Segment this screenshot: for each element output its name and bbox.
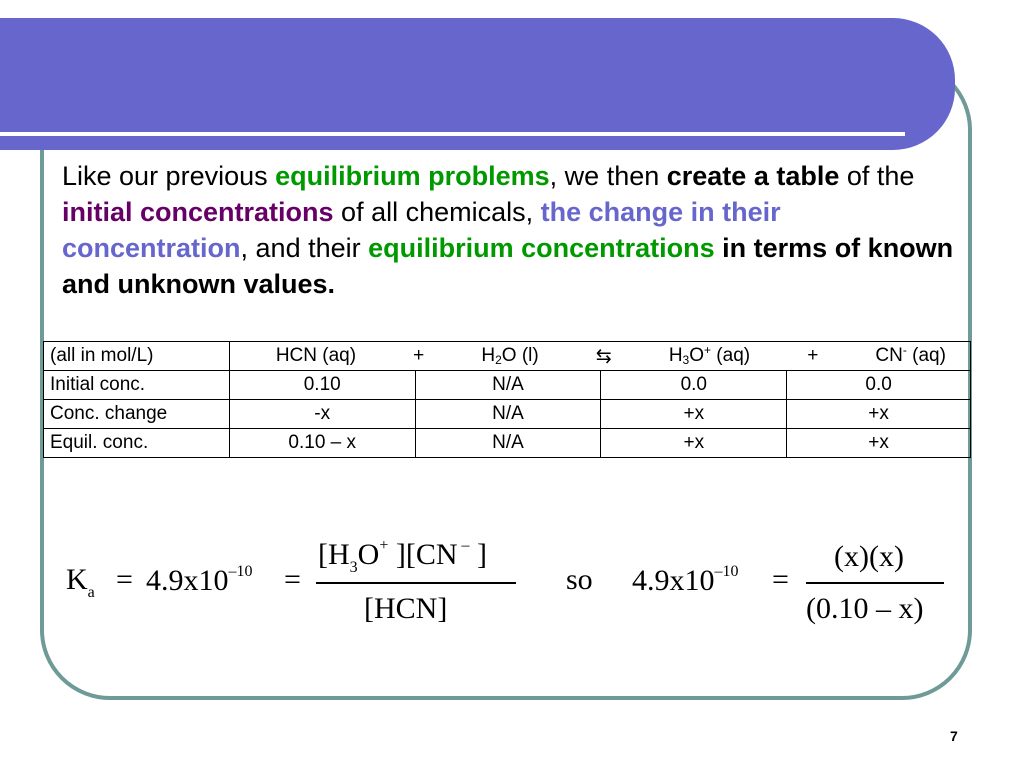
row-label: Conc. change [44,400,230,429]
cell-hcn: 0.10 [229,371,415,400]
cell-cn: 0.0 [787,371,971,400]
cell-h3o: +x [601,400,787,429]
header-reaction [229,342,970,371]
table-row [44,371,971,400]
species-h3o: $H_3O^+$ (aq) [668,343,751,367]
equilibrium-arrow-icon: ⇆ [595,345,612,367]
row-label: Equil. conc. [44,429,230,458]
cell-hcn: -x [229,400,415,429]
highlight-equilibrium-concentrations: equilibrium concentrations [368,233,715,263]
species-hcn: HCN (aq) [275,345,357,366]
highlight-change: the change in their concentration [62,197,781,263]
cell-h3o: +x [601,429,787,458]
ka-denominator: [HCN] [364,592,448,625]
body-paragraph: Like our previous equilibrium problems, we then create a table of the initial concentrations of all chemicals, the change in their concentration, and their equilibrium concentrations in terms of known and unknown values. [62,161,954,299]
equals-sign: = [116,563,133,596]
ka-numerator: [$H_3O^+$ ][CN – ] [318,537,488,576]
table-row [44,400,971,429]
so-word: so [566,563,593,596]
title-rule [0,132,905,136]
table-header-row [44,342,971,371]
row-label: Initial conc. [44,371,230,400]
cell-h2o: N/A [415,429,601,458]
highlight-known-unknown: in terms of known and unknown values. [62,233,954,299]
highlight-initial-concentrations: initial concentrations [62,197,334,227]
plus-sign: + [807,345,819,366]
equals-sign: = [772,563,789,596]
highlight-create-table: create a table [666,161,840,191]
header-units: (all in mol/L) [44,342,230,371]
equals-sign: = [284,563,301,596]
ka-value: $4.9x10^{-10}$ [146,563,253,597]
species-cn: CN- (aq) [875,343,946,366]
title-band [0,18,955,150]
cell-cn: +x [787,400,971,429]
page-number: 7 [950,728,958,744]
cell-h2o: N/A [415,400,601,429]
highlight-equilibrium-problems: equilibrium problems [275,161,550,191]
plus-sign: + [413,345,425,366]
fraction-bar [316,582,516,584]
ice-table [43,341,971,458]
x-denominator: (0.10 – x) [806,592,924,625]
table-row [44,429,971,458]
cell-h3o: 0.0 [601,371,787,400]
cell-cn: +x [787,429,971,458]
cell-hcn: 0.10 – x [229,429,415,458]
fraction-bar [806,582,944,584]
ka-symbol: $K_a$ [66,563,95,601]
cell-h2o: N/A [415,371,601,400]
ka-value: $4.9x10^{-10}$ [632,563,739,597]
species-h2o: $H_2O$ (l) [481,345,539,367]
x-numerator: (x)(x) [834,540,904,573]
